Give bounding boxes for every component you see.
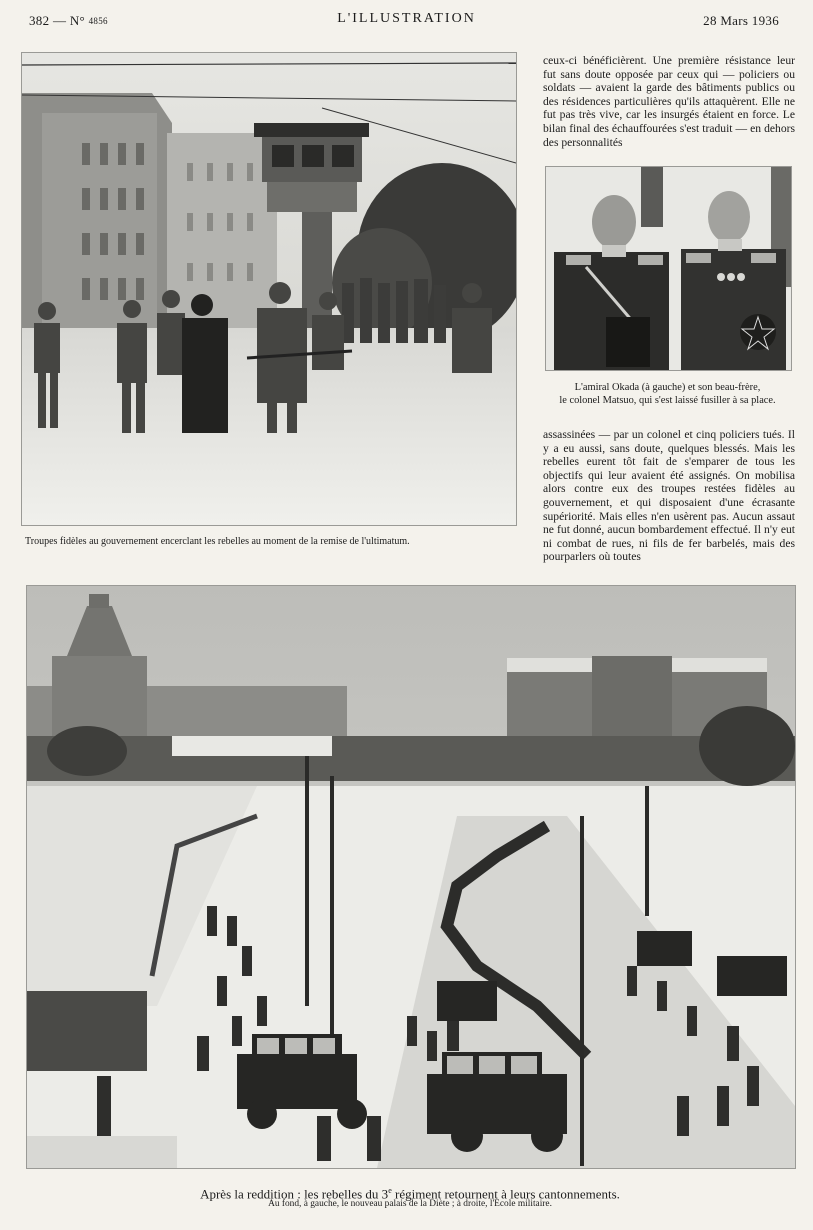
- issue-date: 28 Mars 1936: [703, 13, 779, 28]
- article-column-top: ceux-ci bénéficièrent. Une première résistance leur fut sans doute opposée par ceux qui — policiers ou soldats — avaient la garde des bâtiments publics ou des résidences particulières qu'ils attaquèrent. Elle ne fut pas très vive, car les insurgés étaient en force. Le bilan final des échauffourées s'est traduit — en dehors des personnalités: [543, 54, 795, 149]
- issue-prefix: N°: [69, 13, 86, 28]
- portrait-caption: [545, 382, 790, 407]
- portrait-caption-line1: L'amiral Okada (à gauche) et son beau-frère,: [574, 382, 761, 393]
- surrender-caption-part-b: régiment retournent à leurs cantonnements.: [391, 1186, 620, 1202]
- surrender-caption-sup: e: [388, 1186, 392, 1195]
- journal-title: L'ILLUSTRATION: [337, 11, 476, 26]
- surrender-subcaption: Au fond, à gauche, le nouveau palais de la Diète ; à droite, l'Ecole militaire.: [268, 1199, 552, 1209]
- issue-number: 4856: [88, 16, 108, 26]
- portrait-caption-line2: le colonel Matsuo, qui s'est laissé fusiller à sa place.: [559, 394, 776, 406]
- surrender-photo: [26, 585, 796, 1169]
- troops-caption: Troupes fidèles au gouvernement encerclant les rebelles au moment de la remise de l'ultimatum.: [25, 536, 410, 547]
- article-column-bottom: assassinées — par un colonel et cinq policiers tués. Il y a eu aussi, sans doute, quelques blessés. Mais les rebelles eurent tôt fait de s'emparer de tous les objectifs qui leur avaient été assignés. On mobilisa alors contre eux des troupes restées fidèles au gouvernement, et qui disposaient d'une écrasante supériorité. Mais elles n'en usèrent pas. Aucun assaut ne fut donné, aucun bombardement effectué. Il n'y eut ni combat de rues, ni fils de fer barbelés, mais des pourparlers où toutes: [543, 428, 795, 564]
- troops-photo: [21, 52, 517, 526]
- page-number: 382: [29, 13, 50, 28]
- header-separator: —: [52, 13, 67, 28]
- portrait-photo: [545, 166, 792, 371]
- page-header: [0, 10, 813, 32]
- surrender-caption-part-a: Après la reddition : les rebelles du 3: [200, 1186, 389, 1202]
